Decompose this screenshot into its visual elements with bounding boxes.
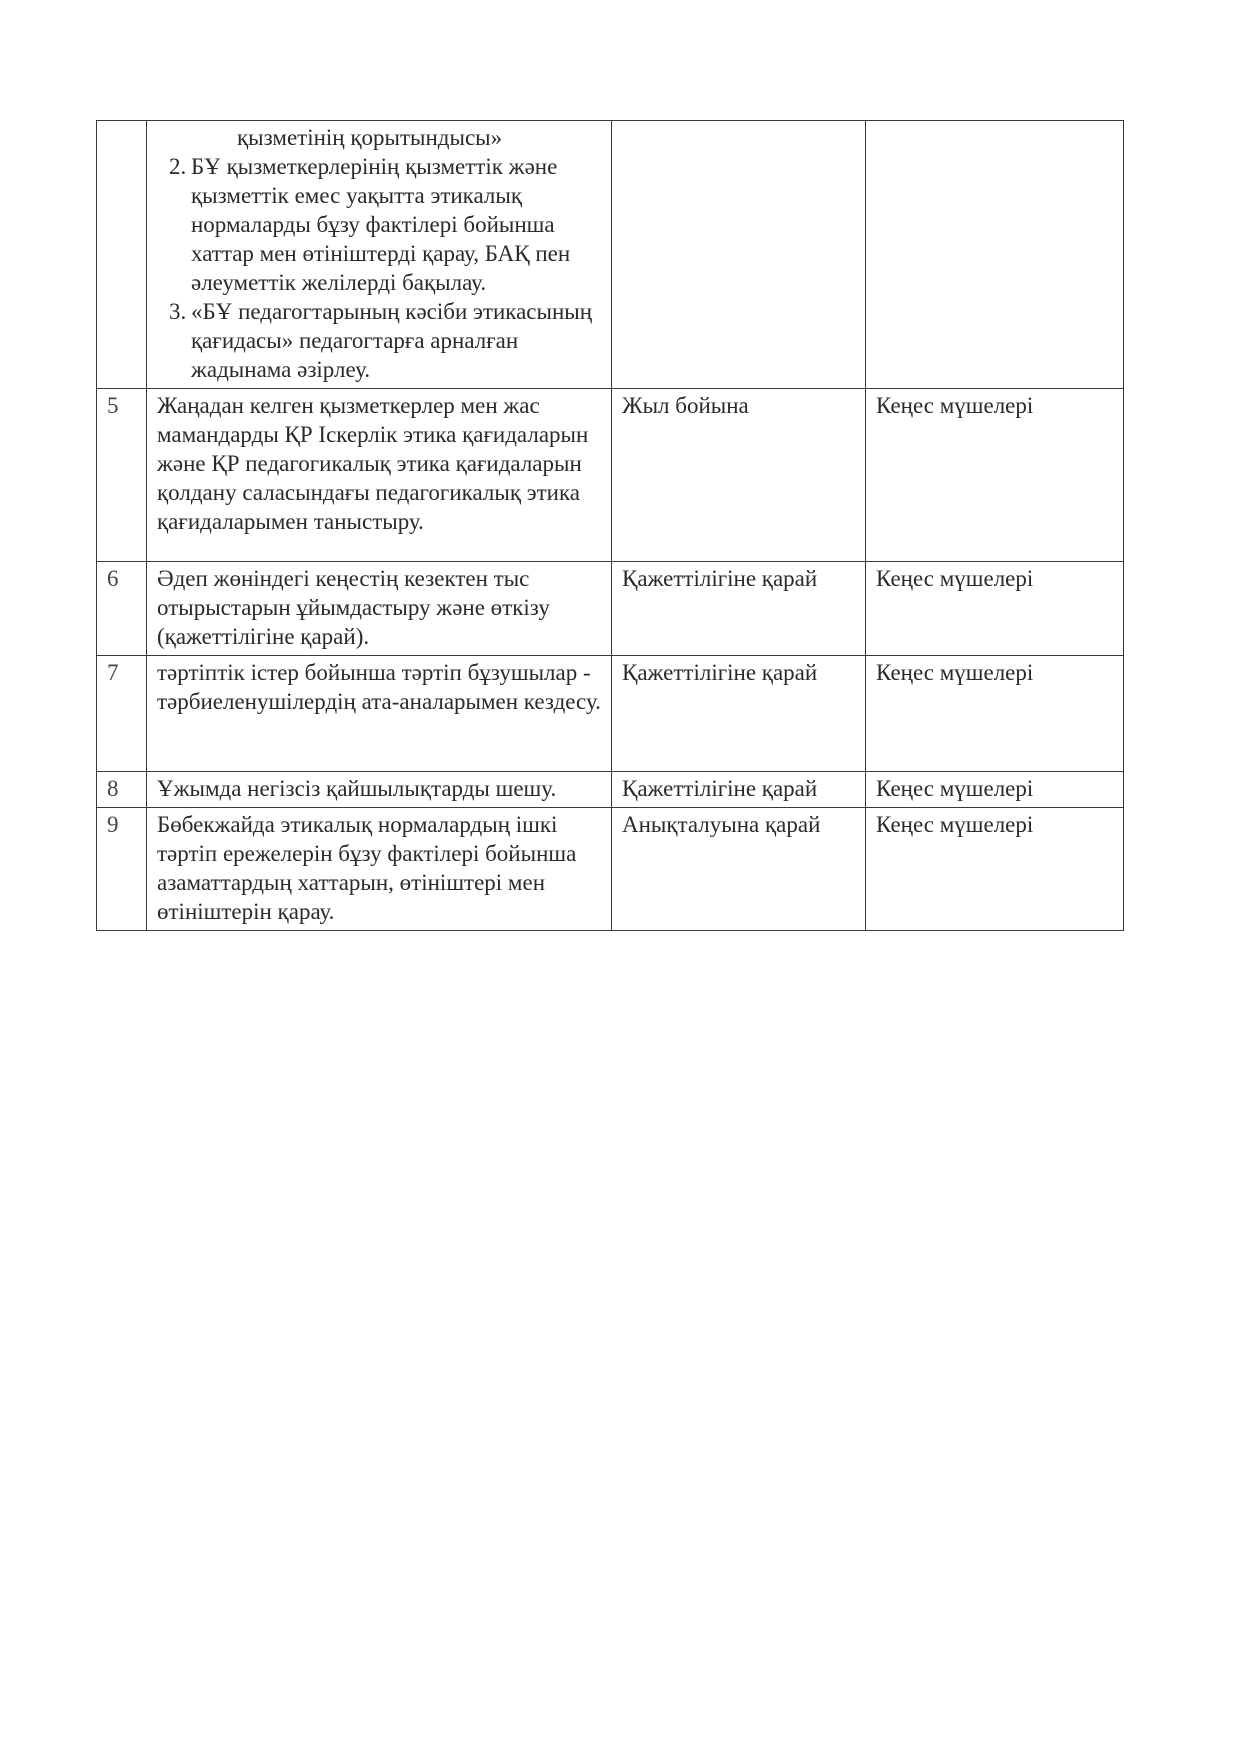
plan-table (96, 120, 1124, 931)
task-cell: Бөбекжайда этикалық нормалардың ішкі тәртіп ережелерін бұзу фактілері бойынша азаматтардың хаттарын, өтініштері мен өтініштерін қарау. (147, 808, 612, 931)
deadline-cell: Анықталуына қарай (612, 808, 866, 931)
list-item-number: 3. (169, 299, 187, 324)
row-number (97, 121, 147, 389)
deadline-cell (612, 121, 866, 389)
deadline-cell: Жыл бойына (612, 389, 866, 562)
list-item-text: «БҰ педагогтарының кәсіби этикасының қағидасы» педагогтарға арналған жадынама әзірлеу. (191, 299, 593, 382)
responsible-cell (866, 121, 1124, 389)
responsible-cell: Кеңес мүшелері (866, 808, 1124, 931)
task-cell: Әдеп жөніндегі кеңестің кезектен тыс отырыстарын ұйымдастыру және өткізу (қажеттілігіне қарай). (147, 562, 612, 656)
list-item-number: 2. (169, 154, 187, 179)
responsible-cell: Кеңес мүшелері (866, 656, 1124, 772)
task-text: қызметінің қорытындысы» (237, 125, 503, 150)
table-row (97, 808, 1124, 931)
table-row (97, 656, 1124, 772)
table-row (97, 772, 1124, 808)
list-item-text: БҰ қызметкерлерінің қызметтік және қызметтік емес уақытта этикалық нормаларды бұзу фактілері бойынша хаттар мен өтініштерді қарау, БАҚ пен әлеуметтік желілерді бақылау. (191, 154, 571, 295)
responsible-cell: Кеңес мүшелері (866, 389, 1124, 562)
list-item (157, 297, 603, 384)
table-row (97, 562, 1124, 656)
deadline-cell: Қажеттілігіне қарай (612, 562, 866, 656)
responsible-cell: Кеңес мүшелері (866, 562, 1124, 656)
task-cell: Жаңадан келген қызметкерлер мен жас мамандарды ҚР Іскерлік этика қағидаларын және ҚР педагогикалық этика қағидаларын қолдану саласындағы педагогикалық этика қағидаларымен таныстыру. (147, 389, 612, 562)
table-row (97, 121, 1124, 389)
row-number: 7 (97, 656, 147, 772)
row-number: 6 (97, 562, 147, 656)
row-number: 8 (97, 772, 147, 808)
deadline-cell: Қажеттілігіне қарай (612, 772, 866, 808)
task-cell: тәртіптік істер бойынша тәртіп бұзушылар - тәрбиеленушілердің ата-аналарымен кездесу. (147, 656, 612, 772)
task-sublist (157, 152, 603, 384)
task-cell (147, 121, 612, 389)
deadline-cell: Қажеттілігіне қарай (612, 656, 866, 772)
table-row (97, 389, 1124, 562)
row-number: 5 (97, 389, 147, 562)
responsible-cell: Кеңес мүшелері (866, 772, 1124, 808)
list-item (157, 152, 603, 297)
row-number: 9 (97, 808, 147, 931)
task-cell: Ұжымда негізсіз қайшылықтарды шешу. (147, 772, 612, 808)
